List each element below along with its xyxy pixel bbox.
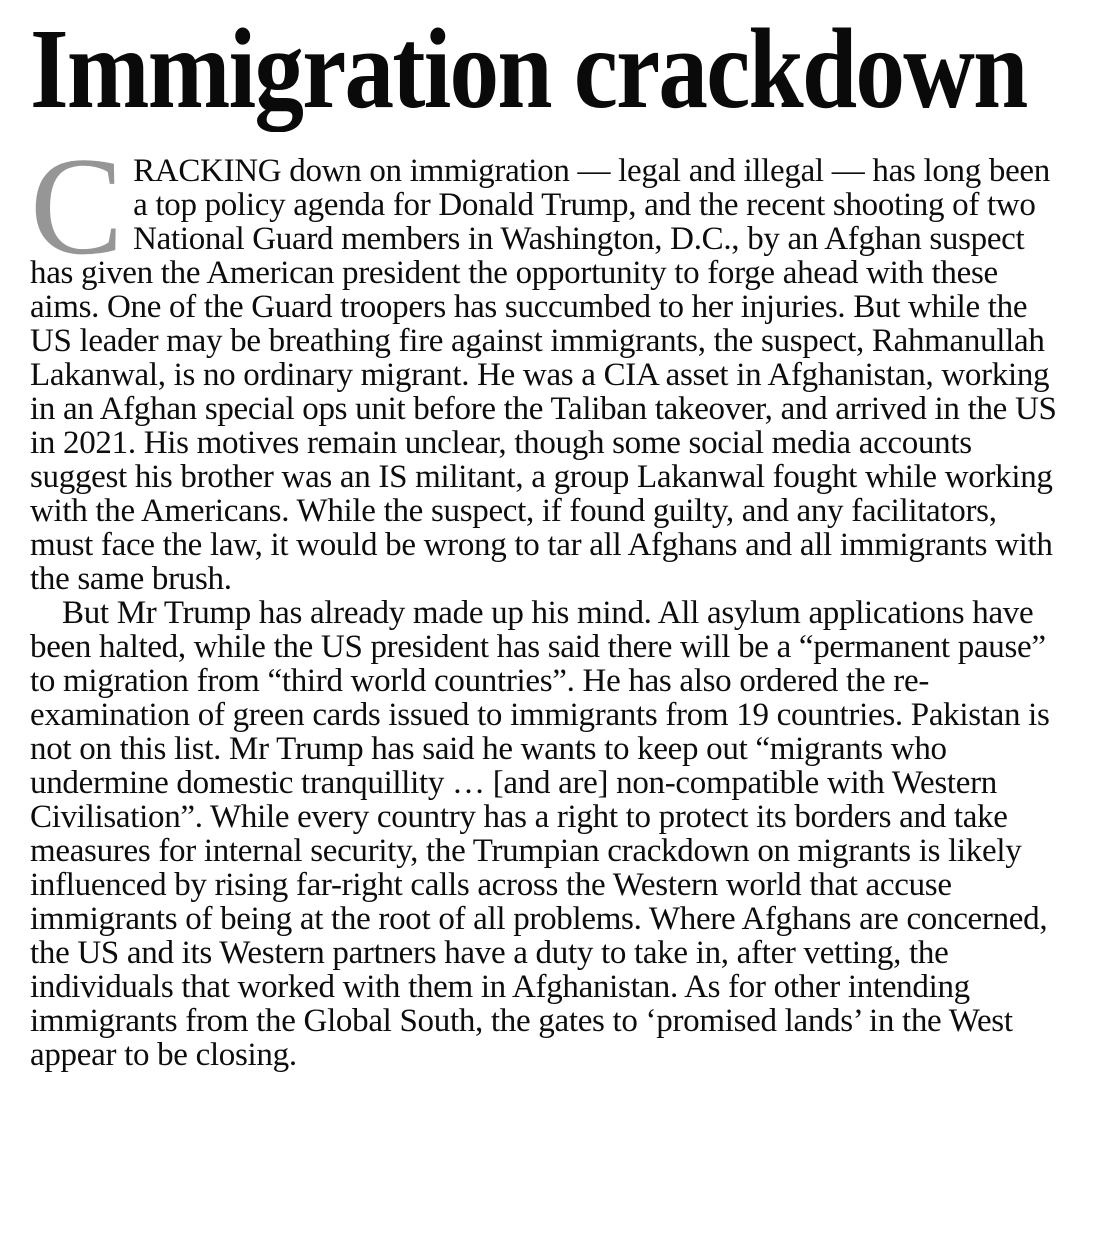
lede-paragraph-text: RACKING down on immigration — legal and illegal — has long been a top policy agenda for Donald Trump, and the recent shooting of two National Guard members in Washington, D.C., by an Afghan suspect has given the American president the opportunity to forge ahead with these aims. One of the Guard troopers has succumbed to her injuries. But while the US leader may be breathing fire against immigrants, the suspect, Rahmanullah Lakanwal, is no ordinary migrant. He was a CIA asset in Afghanistan, working in an Afghan special ops unit before the Taliban takeover, and arrived in the US in 2021. His motives remain unclear, though some social media accounts suggest his brother was an IS militant, a group Lakanwal fought while working with the Americans. While the suspect, if found guilty, and any facilitators, must face the law, it would be wrong to tar all Afghans and all immigrants with the same brush.: [30, 153, 1057, 597]
article: [30, 5, 1066, 1073]
lede-paragraph: [30, 129, 1066, 597]
body-paragraph: [30, 596, 1066, 1072]
body-paragraph-text: But Mr Trump has already made up his mind. All asylum applications have been halted, while the US president has said there will be a “permanent pause” to migration from “third world countries”. He has also ordered the re-examination of green cards issued to immigrants from 19 countries. Pakistan is not on this list. Mr Trump has said he wants to keep out “migrants who undermine domestic tranquillity … [and are] non-compatible with Western Civilisation”. While every country has a right to protect its borders and take measures for internal security, the Trumpian crackdown on migrants is likely influenced by rising far-right calls across the Western world that accuse immigrants of being at the root of all problems. Where Afghans are concerned, the US and its Western partners have a duty to take in, after vetting, the individuals that worked with them in Afghanistan. As for other intending immigrants from the Global South, the gates to ‘promised lands’ in the West appear to be closing.: [30, 595, 1050, 1073]
drop-cap-letter: C: [30, 129, 124, 284]
article-title: Immigration crackdown: [30, 5, 1027, 132]
